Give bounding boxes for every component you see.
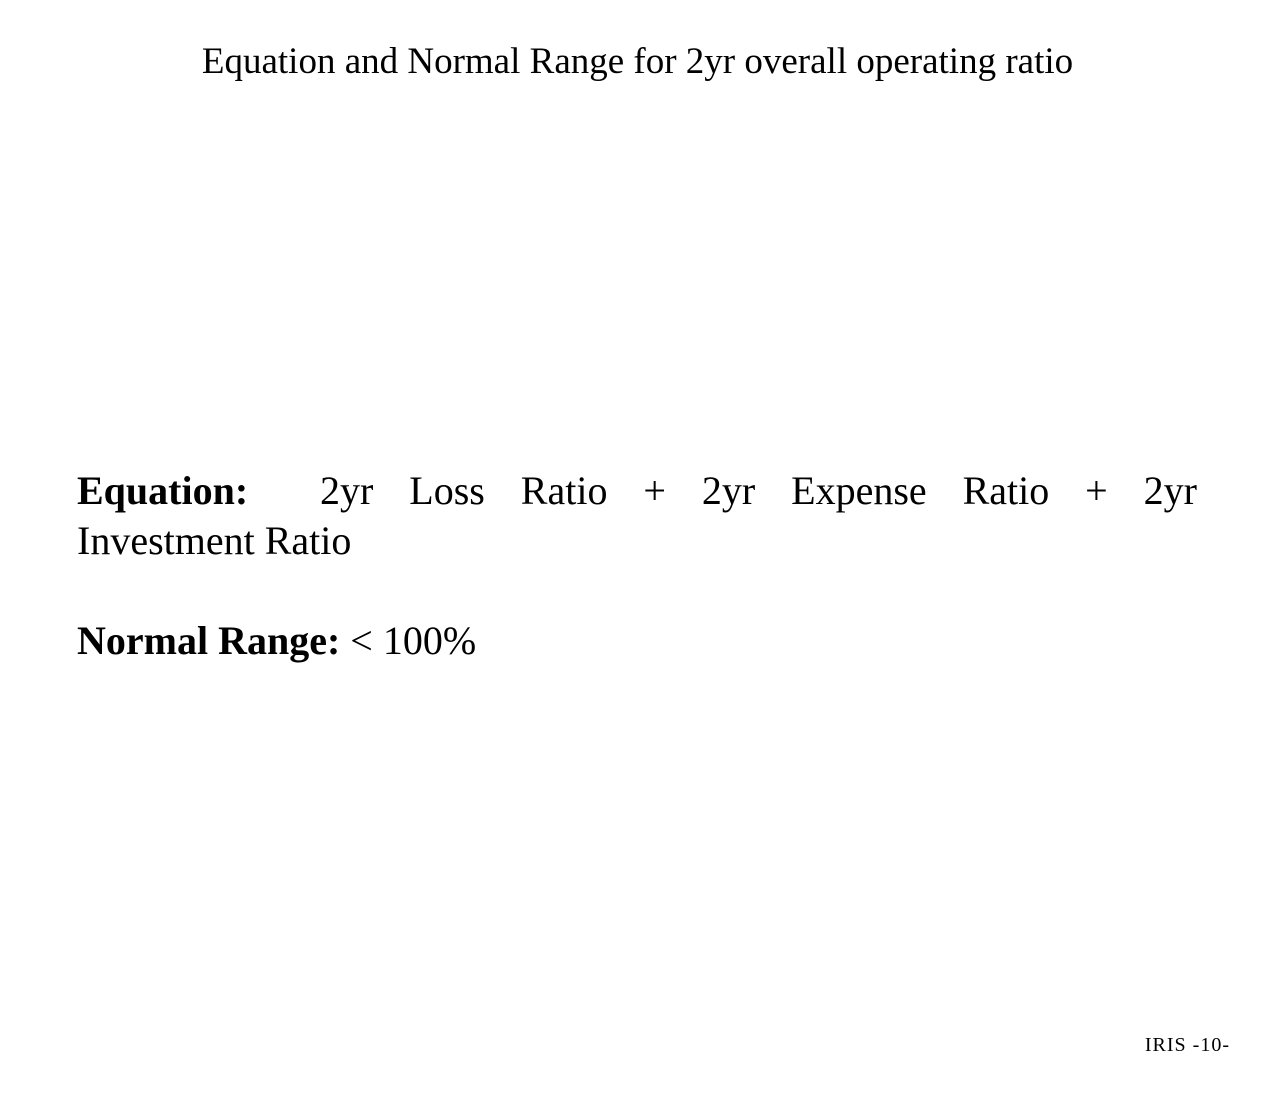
equation-label: Equation:: [77, 468, 249, 513]
equation-line-1: [77, 466, 1197, 516]
equation-text-part-1: 2yr Loss Ratio + 2yr Expense Ratio + 2yr: [320, 468, 1197, 513]
normal-range-block: [77, 616, 1197, 666]
normal-range-label: Normal Range:: [77, 618, 341, 663]
footer-page-label: IRIS -10-: [1144, 1034, 1230, 1056]
equation-block: [77, 466, 1197, 566]
slide-title: Equation and Normal Range for 2yr overall operating ratio: [201, 41, 1074, 82]
slide-content: [77, 466, 1197, 666]
normal-range-value: < 100%: [350, 618, 477, 663]
equation-text-part-2: Investment Ratio: [77, 518, 352, 563]
